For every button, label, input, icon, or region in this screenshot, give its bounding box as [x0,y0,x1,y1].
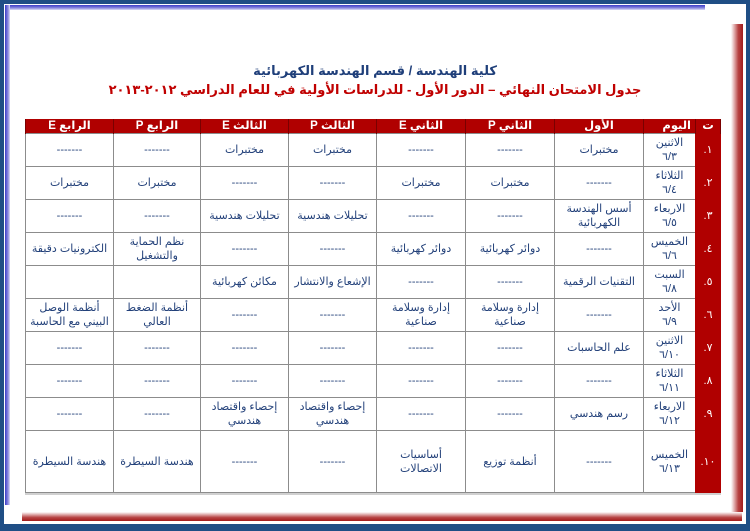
exam-cell-second-p: ------- [466,332,555,365]
exam-cell-fourth-e [26,266,114,299]
exam-cell-third-e: ------- [201,332,289,365]
day-date: ٦/٥ [662,217,677,229]
exam-cell-fourth-p: ------- [114,398,201,431]
exam-cell-second-p: ------- [466,266,555,299]
row-number: ٨. [696,365,721,398]
column-header-first: الأول [555,119,644,134]
day-date: ٦/٦ [662,250,677,262]
exam-cell-fourth-p: ------- [114,332,201,365]
exam-cell-third-e: إحصاء واقتصاد هندسي [201,398,289,431]
exam-schedule-title: جدول الامتحان النهائي – الدور الأول - للدراسات الأولية في للعام الدراسي ٢٠١٢-٢٠١٣ [108,82,642,97]
day-name: الثلاثاء [655,170,684,182]
column-header-third-e: الثالث E [201,119,289,134]
table-row [26,431,721,493]
exam-cell-third-p: ------- [289,431,377,493]
exam-cell-third-p: ------- [289,167,377,200]
exam-cell-second-e: أساسيات الاتصالات [377,431,466,493]
row-number: ٧. [696,332,721,365]
exam-cell-third-p: الإشعاع والانتشار [289,266,377,299]
day-date: ٦/٨ [662,283,677,295]
exam-cell-fourth-e: ------- [26,200,114,233]
exam-cell-second-e: ------- [377,332,466,365]
row-number: ١٠. [696,431,721,493]
day-date: ٦/١٠ [659,349,680,361]
exam-cell-second-e: دوائر كهربائية [377,233,466,266]
row-number: ٤. [696,233,721,266]
exam-cell-fourth-p: أنظمة الضغط العالي [114,299,201,332]
day-date: ٦/٣ [662,151,677,163]
table-row [26,200,721,233]
exam-cell-first: ------- [555,167,644,200]
exam-cell-third-e: ------- [201,431,289,493]
row-number: ٥. [696,266,721,299]
row-number: ٩. [696,398,721,431]
column-header-fourth-p: الرابع P [114,119,201,134]
exam-cell-third-p: ------- [289,365,377,398]
day-name: الثلاثاء [655,368,684,380]
column-header-second-p: الثاني P [466,119,555,134]
exam-cell-first: ------- [555,365,644,398]
day-date: ٦/٤ [662,184,677,196]
exam-cell-third-p: ------- [289,299,377,332]
frame-border-left [5,5,10,505]
exam-cell-third-p: مختبرات [289,134,377,167]
exam-cell-second-p: ------- [466,398,555,431]
college-department-title: كلية الهندسة / قسم الهندسة الكهربائية [253,63,497,78]
exam-cell-first: أسس الهندسة الكهربائية [555,200,644,233]
day-name: السبت [654,269,685,281]
table-row [26,299,721,332]
exam-cell-second-e: إدارة وسلامة صناعية [377,299,466,332]
exam-cell-first: ------- [555,299,644,332]
day-name: الأحد [658,302,681,314]
day-cell [644,167,696,200]
day-cell [644,266,696,299]
day-date: ٦/٩ [662,316,677,328]
day-name: الاربعاء [653,401,686,413]
exam-cell-third-p: ------- [289,233,377,266]
frame-shadow-bottom [22,512,742,521]
table-header-row [26,119,721,134]
day-cell [644,332,696,365]
exam-cell-third-e: تحليلات هندسية [201,200,289,233]
day-name: الاثنين [655,335,684,347]
row-number: ١. [696,134,721,167]
day-name: الخميس [650,448,689,461]
exam-cell-second-e: ------- [377,200,466,233]
table-row [26,134,721,167]
exam-cell-third-p: إحصاء واقتصاد هندسي [289,398,377,431]
frame-border-top [5,5,705,10]
exam-cell-third-e: ------- [201,299,289,332]
exam-cell-second-p: ------- [466,134,555,167]
exam-cell-fourth-p: ------- [114,200,201,233]
row-number: ٢. [696,167,721,200]
exam-cell-first: ------- [555,233,644,266]
exam-cell-third-e: ------- [201,233,289,266]
day-date: ٦/١١ [659,382,680,394]
exam-cell-second-p: ------- [466,365,555,398]
day-cell [644,200,696,233]
exam-cell-first: رسم هندسي [555,398,644,431]
day-cell [644,134,696,167]
exam-cell-fourth-p [114,266,201,299]
column-header-second-e: الثاني E [377,119,466,134]
exam-cell-fourth-e: ------- [26,398,114,431]
exam-cell-fourth-e: ------- [26,332,114,365]
day-name: الاربعاء [653,203,686,215]
exam-cell-fourth-e: أنظمة الوصل البيني مع الحاسبة [26,299,114,332]
exam-cell-second-e: ------- [377,134,466,167]
day-cell [644,365,696,398]
exam-cell-second-e: ------- [377,365,466,398]
day-cell [644,398,696,431]
exam-cell-fourth-e: ------- [26,365,114,398]
exam-cell-fourth-e: مختبرات [26,167,114,200]
table-row [26,332,721,365]
exam-cell-third-p: تحليلات هندسية [289,200,377,233]
exam-cell-second-e: ------- [377,266,466,299]
exam-schedule-table [25,119,721,493]
column-header-number: ت [696,119,721,134]
exam-cell-second-p: مختبرات [466,167,555,200]
table-row [26,266,721,299]
row-number: ٣. [696,200,721,233]
exam-cell-first: التقنيات الرقمية [555,266,644,299]
day-name: الخميس [650,236,689,248]
exam-cell-first: علم الحاسبات [555,332,644,365]
exam-cell-second-p: إدارة وسلامة صناعية [466,299,555,332]
exam-cell-third-e: مختبرات [201,134,289,167]
exam-cell-second-e: مختبرات [377,167,466,200]
exam-cell-fourth-p: نظم الحماية والتشغيل [114,233,201,266]
exam-cell-fourth-e: هندسة السيطرة [26,431,114,493]
table-row [26,365,721,398]
exam-cell-second-p: دوائر كهربائية [466,233,555,266]
column-header-fourth-e: الرابع E [26,119,114,134]
exam-cell-third-e: ------- [201,167,289,200]
exam-cell-fourth-p: هندسة السيطرة [114,431,201,493]
exam-cell-second-p: ------- [466,200,555,233]
exam-cell-third-p: ------- [289,332,377,365]
exam-cell-second-p: أنظمة توزيع [466,431,555,493]
table-row [26,233,721,266]
exam-cell-third-e: مكائن كهربائية [201,266,289,299]
exam-cell-fourth-p: ------- [114,134,201,167]
exam-cell-fourth-e: الكترونيات دقيقة [26,233,114,266]
table-row [26,398,721,431]
row-number: ٦. [696,299,721,332]
day-cell [644,431,696,493]
day-name: الاثنين [655,137,684,149]
table-row [26,167,721,200]
day-date: ٦/١٣ [659,462,680,475]
exam-cell-first: مختبرات [555,134,644,167]
exam-cell-fourth-e: ------- [26,134,114,167]
exam-cell-fourth-p: ------- [114,365,201,398]
column-header-day: اليوم [644,119,696,134]
day-cell [644,233,696,266]
exam-cell-second-e: ------- [377,398,466,431]
exam-cell-fourth-p: مختبرات [114,167,201,200]
exam-cell-first: ------- [555,431,644,493]
column-header-third-p: الثالث P [289,119,377,134]
day-date: ٦/١٢ [659,415,680,427]
day-cell [644,299,696,332]
exam-cell-third-e: ------- [201,365,289,398]
